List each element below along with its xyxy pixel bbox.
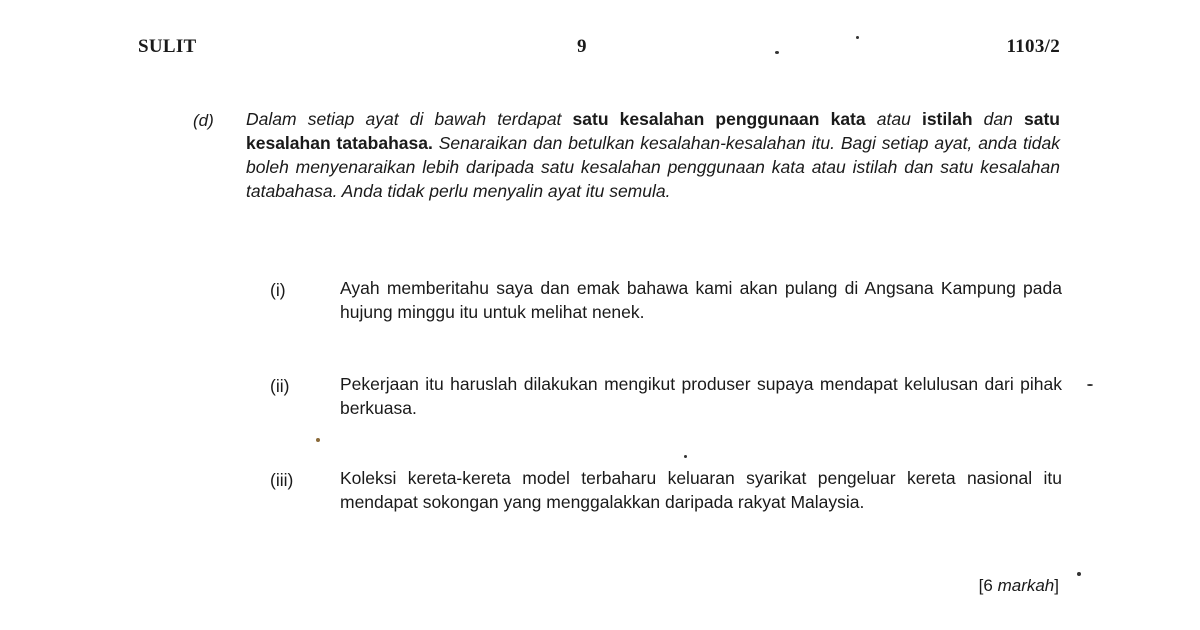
- marks-open: [6: [978, 576, 998, 595]
- scan-speck: [856, 36, 859, 39]
- scan-speck: [1087, 384, 1093, 386]
- scan-speck: [775, 51, 779, 54]
- item-sentence-i: Ayah memberitahu saya dan emak bahawa kami akan pulang di Angsana Kampung pada hujung minggu itu untuk melihat nenek.: [340, 278, 1062, 322]
- page-number: 9: [577, 36, 587, 57]
- question-instruction: [246, 107, 1060, 203]
- instruction-bold-1: satu kesalahan penggunaan kata: [572, 109, 866, 129]
- item-number-iii: (iii): [270, 470, 294, 490]
- item-sentence-iii: Koleksi kereta-kereta model terbaharu keluaran syarikat pengeluar kereta nasional itu mendapat sokongan yang menggalakkan daripada rakyat Malaysia.: [340, 468, 1062, 512]
- instruction-text-1: Dalam setiap ayat di bawah terdapat: [246, 109, 573, 129]
- scan-speck: [684, 455, 687, 458]
- item-sentence-ii: Pekerjaan itu haruslah dilakukan mengikut produser supaya mendapat kelulusan dari pihak berkuasa.: [340, 374, 1062, 418]
- item-number-i: (i): [270, 280, 286, 300]
- marks-close: ]: [1054, 576, 1059, 595]
- instruction-bold-2: istilah: [921, 109, 973, 129]
- marks-allocation: [979, 576, 1059, 596]
- instruction-text-2: atau: [865, 109, 922, 129]
- marks-word: markah: [997, 576, 1055, 595]
- instruction-bold-3: satu kesalahan tatabahasa.: [246, 109, 1060, 153]
- instruction-text-3: dan: [972, 109, 1024, 129]
- header-classification: SULIT: [138, 36, 197, 57]
- item-number-ii: (ii): [270, 376, 290, 396]
- paper-code: 1103/2: [1006, 36, 1060, 57]
- question-label: (d): [193, 111, 214, 130]
- scan-speck: [1077, 572, 1081, 576]
- scan-speck: [316, 438, 320, 442]
- instruction-text-4: Senaraikan dan betulkan kesalahan-kesalahan itu. Bagi setiap ayat, anda tidak boleh menyenaraikan lebih daripada satu kesalahan penggunaan kata atau istilah dan satu kesalahan tatabahasa. Anda tidak perlu menyalin ayat itu semula.: [246, 133, 1060, 201]
